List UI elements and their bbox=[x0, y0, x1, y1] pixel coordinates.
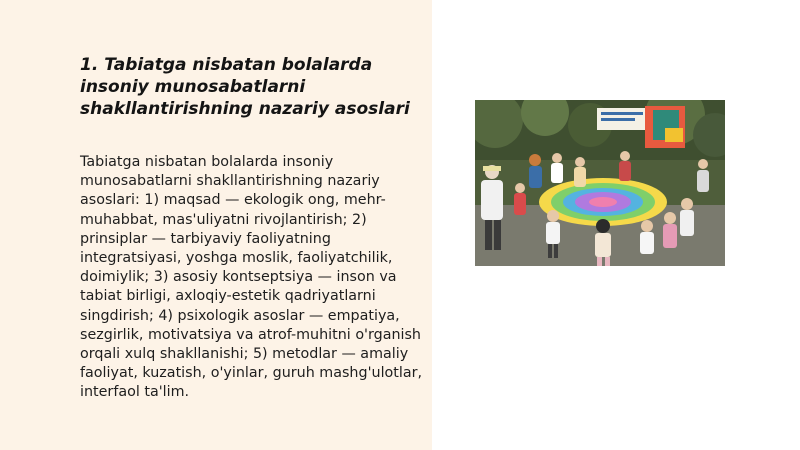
slide-body-text: Tabiatga nisbatan bolalarda insoniy munosabatlarni shakllantirishning nazariy asoslari: 1) maqsad — ekologik ong, mehr-muhabbat, mas'uliyatni rivojlantirish; 2) prinsiplar — tarbiyaviy faoliyatning integratsiyasi, yoshga moslik, faoliyatchilik, doimiylik; 3) asosiy kontseptsiya — inson va tabiat birligi, axloqiy-estetik qadriyatlarni singdirish; 4) psixologik asoslar — empatiya, sezgirlik, motivatsiya va atrof-muhitni o'rganish orqali xulq shakllanishi; 5) metodlar — amaliy faoliyat, kuzatish, o'yinlar, guruh mashg'ulotlar, interfaol ta'lim. bbox=[80, 154, 423, 401]
photo-illustration bbox=[475, 100, 725, 266]
slide-title: 1. Tabiatga nisbatan bolalarda insoniy munosabatlarni shakllantirishning nazariy asoslari bbox=[80, 55, 410, 119]
children-outdoor-activity-photo bbox=[475, 100, 725, 266]
